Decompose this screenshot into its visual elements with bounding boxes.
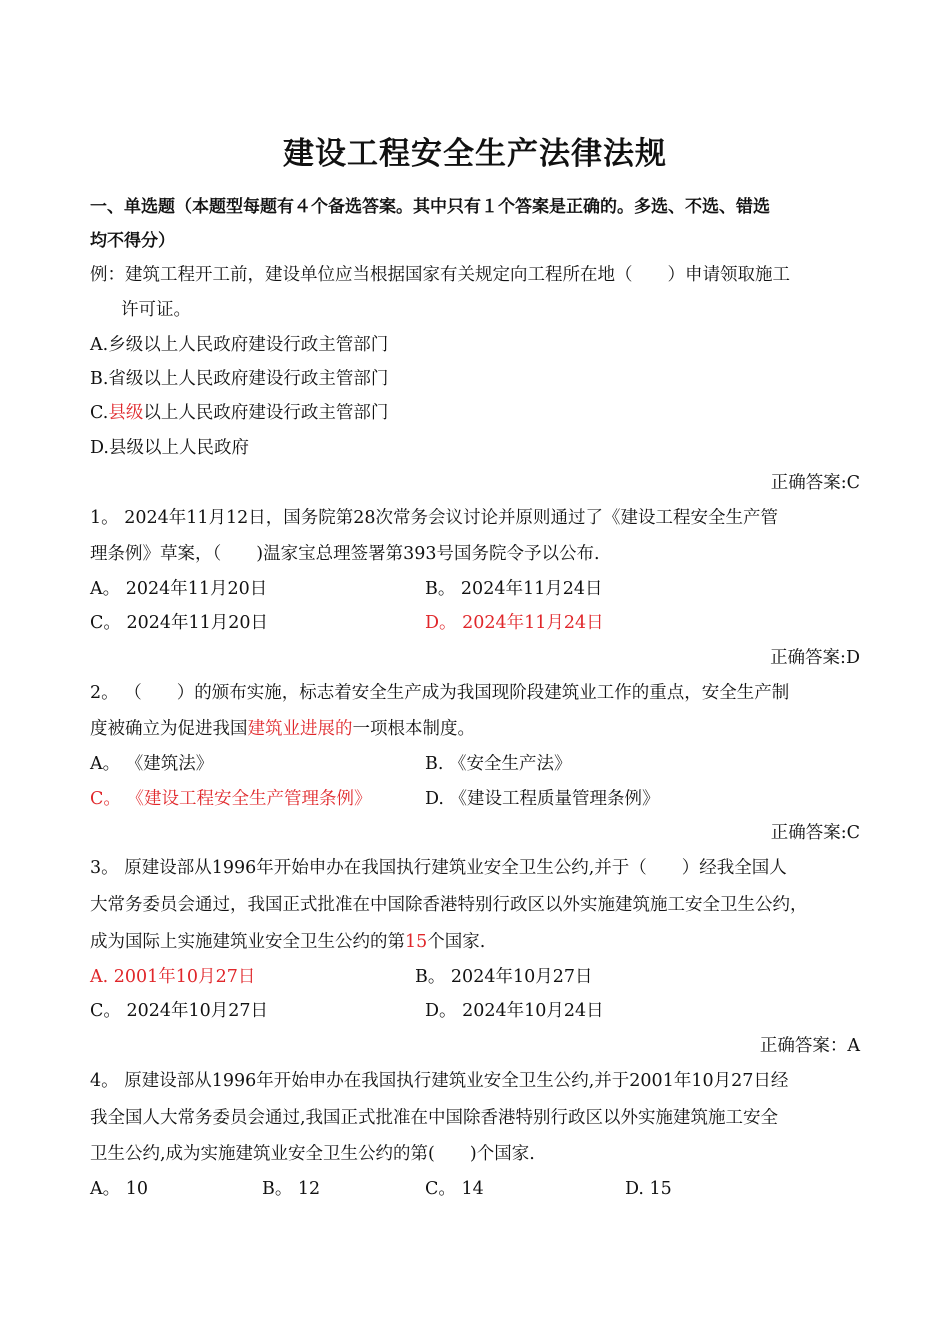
q1-line2: 理条例》草案，（ )温家宝总理签署第393号国务院令予以公布. xyxy=(90,544,600,564)
q1-option-d: D。 2024年11月24日 xyxy=(425,613,604,633)
example-option-c xyxy=(90,396,865,430)
q3-line2: 大常务委员会通过，我国正式批准在中国除香港特别行政区以外实施建筑施工安全卫生公约， xyxy=(90,895,808,915)
q2-line2-highlight: 建筑业进展的 xyxy=(247,719,353,739)
q2-option-a: A。 《建筑法》 xyxy=(90,754,214,774)
q2-option-d: D. 《建设工程质量管理条例》 xyxy=(425,789,660,809)
q4-option-d: D. 15 xyxy=(625,1179,672,1199)
q3-option-b: B。 2024年10月27日 xyxy=(415,967,593,987)
example-question-line1: 例：建筑工程开工前，建设单位应当根据国家有关规定向工程所在地（ ）申请领取施工 xyxy=(90,265,790,285)
q3-line1: 3。 原建设部从1996年开始申办在我国执行建筑业安全卫生公约,并于（ ）经我全国人 xyxy=(90,858,787,878)
q3-option-c: C。 2024年10月27日 xyxy=(90,1001,269,1021)
q2-line2-prefix: 度被确立为促进我国 xyxy=(90,719,248,739)
example-option-a: A.乡级以上人民政府建设行政主管部门 xyxy=(90,335,389,355)
q1-answer: 正确答案:D xyxy=(770,648,860,668)
q2-option-c: C。 《建设工程安全生产管理条例》 xyxy=(90,789,372,809)
q1-option-c: C。 2024年11月20日 xyxy=(90,613,269,633)
q4-line2: 我全国人大常务委员会通过,我国正式批准在中国除香港特别行政区以外实施建筑施工安全 xyxy=(90,1108,779,1128)
page-title: 建设工程安全生产法律法规 xyxy=(283,136,667,172)
example-option-b: B.省级以上人民政府建设行政主管部门 xyxy=(90,369,389,389)
q4-option-c: C。 14 xyxy=(425,1179,484,1199)
q2-option-b: B. 《安全生产法》 xyxy=(425,754,572,774)
example-option-c-prefix: C. xyxy=(90,403,109,423)
example-option-c-highlight: 县级 xyxy=(108,403,144,423)
q2-answer: 正确答案:C xyxy=(770,823,860,843)
example-answer: 正确答案:C xyxy=(770,473,860,493)
q4-line1: 4。 原建设部从1996年开始申办在我国执行建筑业安全卫生公约,并于2001年10月27日经 xyxy=(90,1071,789,1091)
q3-line3-prefix: 成为国际上实施建筑业安全卫生公约的第 xyxy=(90,932,405,952)
q4-line3: 卫生公约,成为实施建筑业安全卫生公约的第( )个国家. xyxy=(90,1144,535,1164)
q1-option-a: A。 2024年11月20日 xyxy=(90,579,268,599)
q4-option-b: B。 12 xyxy=(262,1179,321,1199)
q1-option-b: B。 2024年11月24日 xyxy=(425,579,603,599)
q2-line2 xyxy=(90,712,865,746)
example-question-line2: 许可证。 xyxy=(121,300,191,320)
q1-line1: 1。 2024年11月12日，国务院第28次常务会议讨论并原则通过了《建设工程安全生产管 xyxy=(90,508,779,528)
q3-option-d: D。 2024年10月24日 xyxy=(425,1001,604,1021)
q3-option-a: A. 2001年10月27日 xyxy=(90,967,256,987)
section-heading-line1: 一、单选题（本题型每题有４个备选答案。其中只有１个答案是正确的。多选、不选、错选 xyxy=(90,197,770,217)
section-heading-line2: 均不得分） xyxy=(90,231,175,251)
q3-line3-suffix: 个国家. xyxy=(427,932,486,952)
example-option-c-suffix: 以上人民政府建设行政主管部门 xyxy=(143,403,389,423)
q3-line3 xyxy=(90,925,865,959)
q4-option-a: A。 10 xyxy=(90,1179,148,1199)
q3-line3-highlight: 15 xyxy=(405,932,428,952)
q2-line1: 2。 （ ）的颁布实施，标志着安全生产成为我国现阶段建筑业工作的重点，安全生产制 xyxy=(90,683,790,703)
example-option-d: D.县级以上人民政府 xyxy=(90,438,249,458)
q3-answer: 正确答案：A xyxy=(759,1036,860,1056)
q2-line2-suffix: 一项根本制度。 xyxy=(352,719,475,739)
